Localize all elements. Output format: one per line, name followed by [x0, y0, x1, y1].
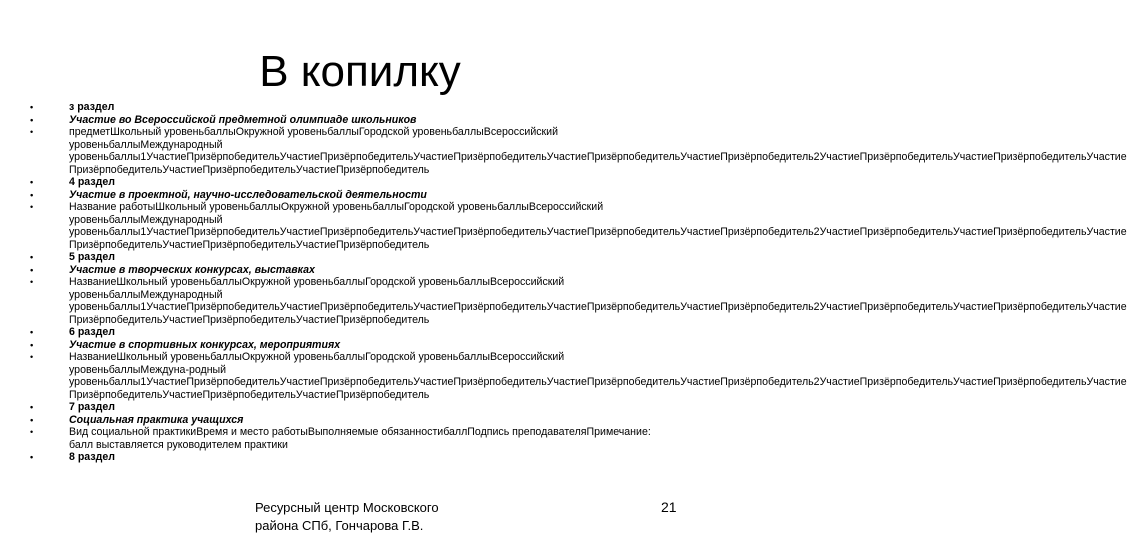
list-item: • Участие во Всероссийской предметной олимпиаде школьников: [30, 114, 675, 127]
list-item: • 4 раздел: [30, 176, 675, 189]
list-item: • з раздел: [30, 101, 675, 114]
list-item: • Участие в спортивных конкурсах, мероприятиях: [30, 339, 675, 352]
list-item: • 8 раздел: [30, 451, 675, 464]
list-item: • предметШкольный уровеньбаллыОкружной уровеньбаллыГородской уровеньбаллыВсероссийский уровеньбаллыМеждународный уровеньбаллы1УчастиеПризёрпобедительУчастиеПризёрпобедительУчастиеПризёрпобедительУчастиеПризёрпобедительУчастиеПризёрпобедитель2УчастиеПризёрпобедительУчастиеПризёрпобедительУчастие ПризёрпобедительУчастиеПризёрпобедительУчастиеПризёрпобедитель: [30, 126, 675, 176]
list-item: • 5 раздел: [30, 251, 675, 264]
slide-title: В копилку: [259, 47, 461, 96]
list-item: • Участие в проектной, научно-исследовательской деятельности: [30, 189, 675, 202]
list-item: • Участие в творческих конкурсах, выставках: [30, 264, 675, 277]
list-item: • Социальная практика учащихся: [30, 414, 675, 427]
list-item: • Название работыШкольный уровеньбаллыОкружной уровеньбаллыГородской уровеньбаллыВсероссийский уровеньбаллыМеждународный уровеньбаллы1УчастиеПризёрпобедительУчастиеПризёрпобедительУчастиеПризёрпобедительУчастиеПризёрпобедительУчастиеПризёрпобедитель2УчастиеПризёрпобедительУчастиеПризёрпобедительУчастие ПризёрпобедительУчастиеПризёрпобедительУчастиеПризёрпобедитель: [30, 201, 675, 251]
list-item: • Вид социальной практикиВремя и место работыВыполняемые обязанностибаллПодпись преподавателяПримечание: балл выставляется руководителем практики: [30, 426, 675, 451]
list-item: • 7 раздел: [30, 401, 675, 414]
page-number: 21: [661, 499, 677, 515]
list-item: • НазваниеШкольный уровеньбаллыОкружной уровеньбаллыГородской уровеньбаллыВсероссийский уровеньбаллыМеждународный уровеньбаллы1УчастиеПризёрпобедительУчастиеПризёрпобедительУчастиеПризёрпобедительУчастиеПризёрпобедительУчастиеПризёрпобедитель2УчастиеПризёрпобедительУчастиеПризёрпобедительУчастие ПризёрпобедительУчастиеПризёрпобедительУчастиеПризёрпобедитель: [30, 276, 675, 326]
footer-credit: Ресурсный центр Московского района СПб, Гончарова Г.В.: [255, 500, 439, 533]
bullet-list: [30, 101, 1127, 464]
list-item: • 6 раздел: [30, 326, 675, 339]
list-item: • НазваниеШкольный уровеньбаллыОкружной уровеньбаллыГородской уровеньбаллыВсероссийский уровеньбаллыМеждуна-родный уровеньбаллы1УчастиеПризёрпобедительУчастиеПризёрпобедительУчастиеПризёрпобедительУчастиеПризёрпобедительУчастиеПризёрпобедитель2УчастиеПризёрпобедительУчастиеПризёрпобедительУчастие ПризёрпобедительУчастиеПризёрпобедительУчастиеПризёрпобедитель: [30, 351, 675, 401]
